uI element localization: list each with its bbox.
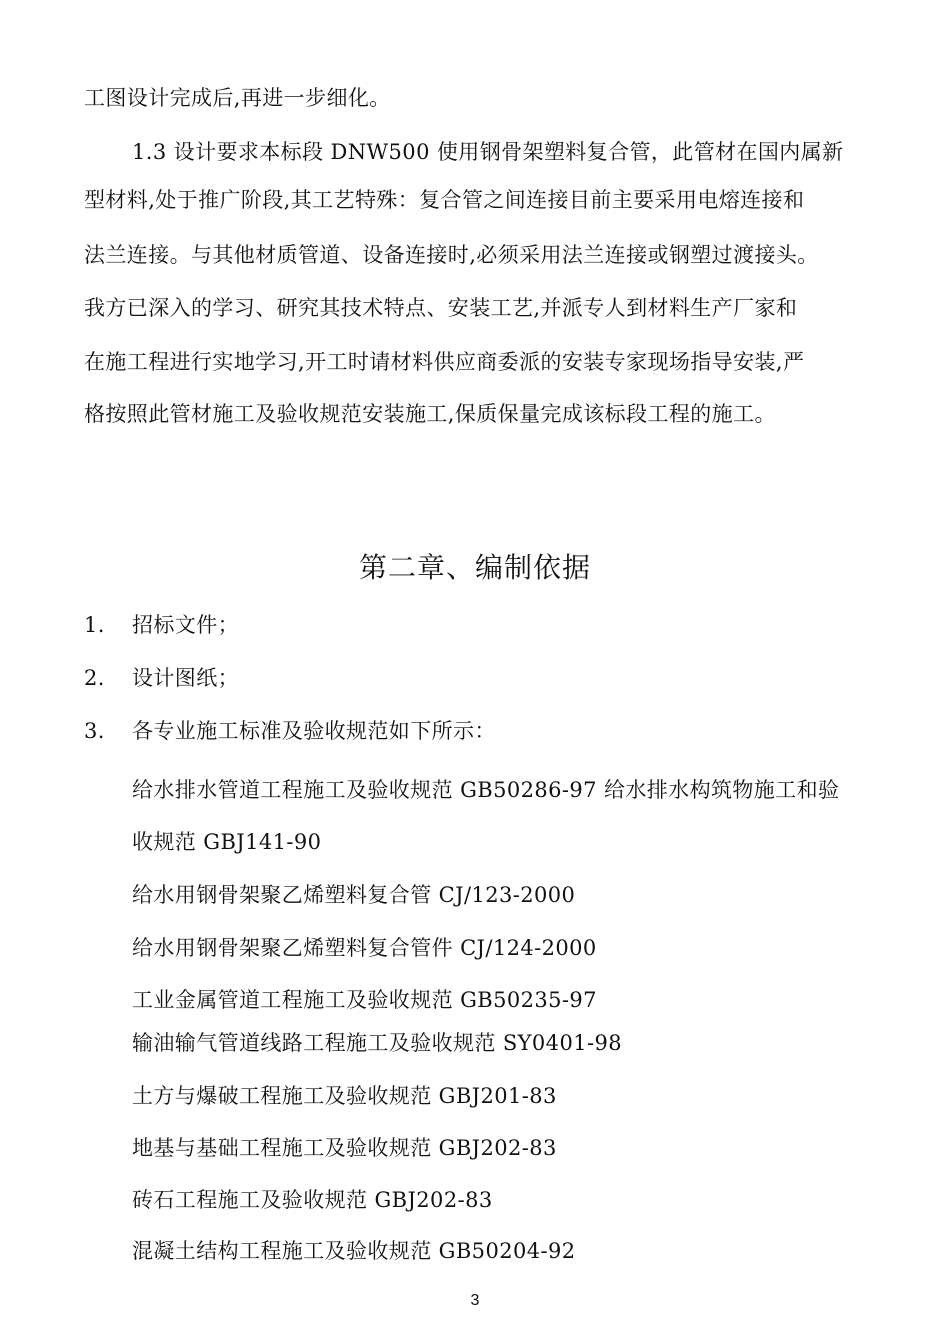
- section-1-3-line: 法兰连接。与其他材质管道、设备连接时,必须采用法兰连接或钢塑过渡接头。: [84, 243, 819, 267]
- list-item-number: 2.: [84, 666, 105, 690]
- section-1-3-line: 型材料,处于推广阶段,其工艺特殊：复合管之间连接目前主要采用电熔连接和: [84, 188, 805, 212]
- standard-line: 混凝土结构工程施工及验收规范 GB50204-92: [132, 1239, 576, 1263]
- chapter-title: 第二章、编制依据: [358, 551, 591, 584]
- standard-line: 收规范 GBJ141-90: [132, 830, 322, 854]
- list-item-number: 1.: [84, 613, 105, 637]
- list-item-text: 设计图纸；: [132, 666, 239, 690]
- list-item-text: 招标文件；: [132, 613, 239, 637]
- page-number: 3: [470, 1292, 480, 1309]
- section-1-3-line: 在施工程进行实地学习,开工时请材料供应商委派的安装专家现场指导安装,严: [84, 350, 805, 374]
- section-1-3-line: 格按照此管材施工及验收规范安装施工,保质保量完成该标段工程的施工。: [84, 402, 776, 426]
- standard-line: 土方与爆破工程施工及验收规范 GBJ201-83: [132, 1084, 557, 1108]
- standard-line: 给水用钢骨架聚乙烯塑料复合管件 CJ/124-2000: [132, 936, 597, 960]
- list-item-text: 各专业施工标准及验收规范如下所示：: [132, 719, 496, 743]
- paragraph-continuation: 工图设计完成后,再进一步细化。: [84, 86, 391, 110]
- standard-line: 给水排水管道工程施工及验收规范 GB50286-97 给水排水构筑物施工和验: [132, 778, 840, 802]
- standard-line: 地基与基础工程施工及验收规范 GBJ202-83: [132, 1136, 557, 1160]
- section-1-3-line: 1.3 设计要求本标段 DNW500 使用钢骨架塑料复合管，此管材在国内属新: [132, 140, 844, 164]
- standard-line: 砖石工程施工及验收规范 GBJ202-83: [132, 1188, 493, 1212]
- standard-line: 给水用钢骨架聚乙烯塑料复合管 CJ/123-2000: [132, 883, 576, 907]
- section-1-3-line: 我方已深入的学习、研究其技术特点、安装工艺,并派专人到材料生产厂家和: [84, 296, 798, 320]
- standard-line: 工业金属管道工程施工及验收规范 GB50235-97: [132, 988, 597, 1012]
- list-item-number: 3.: [84, 719, 105, 743]
- standard-line: 输油输气管道线路工程施工及验收规范 SY0401-98: [132, 1031, 622, 1055]
